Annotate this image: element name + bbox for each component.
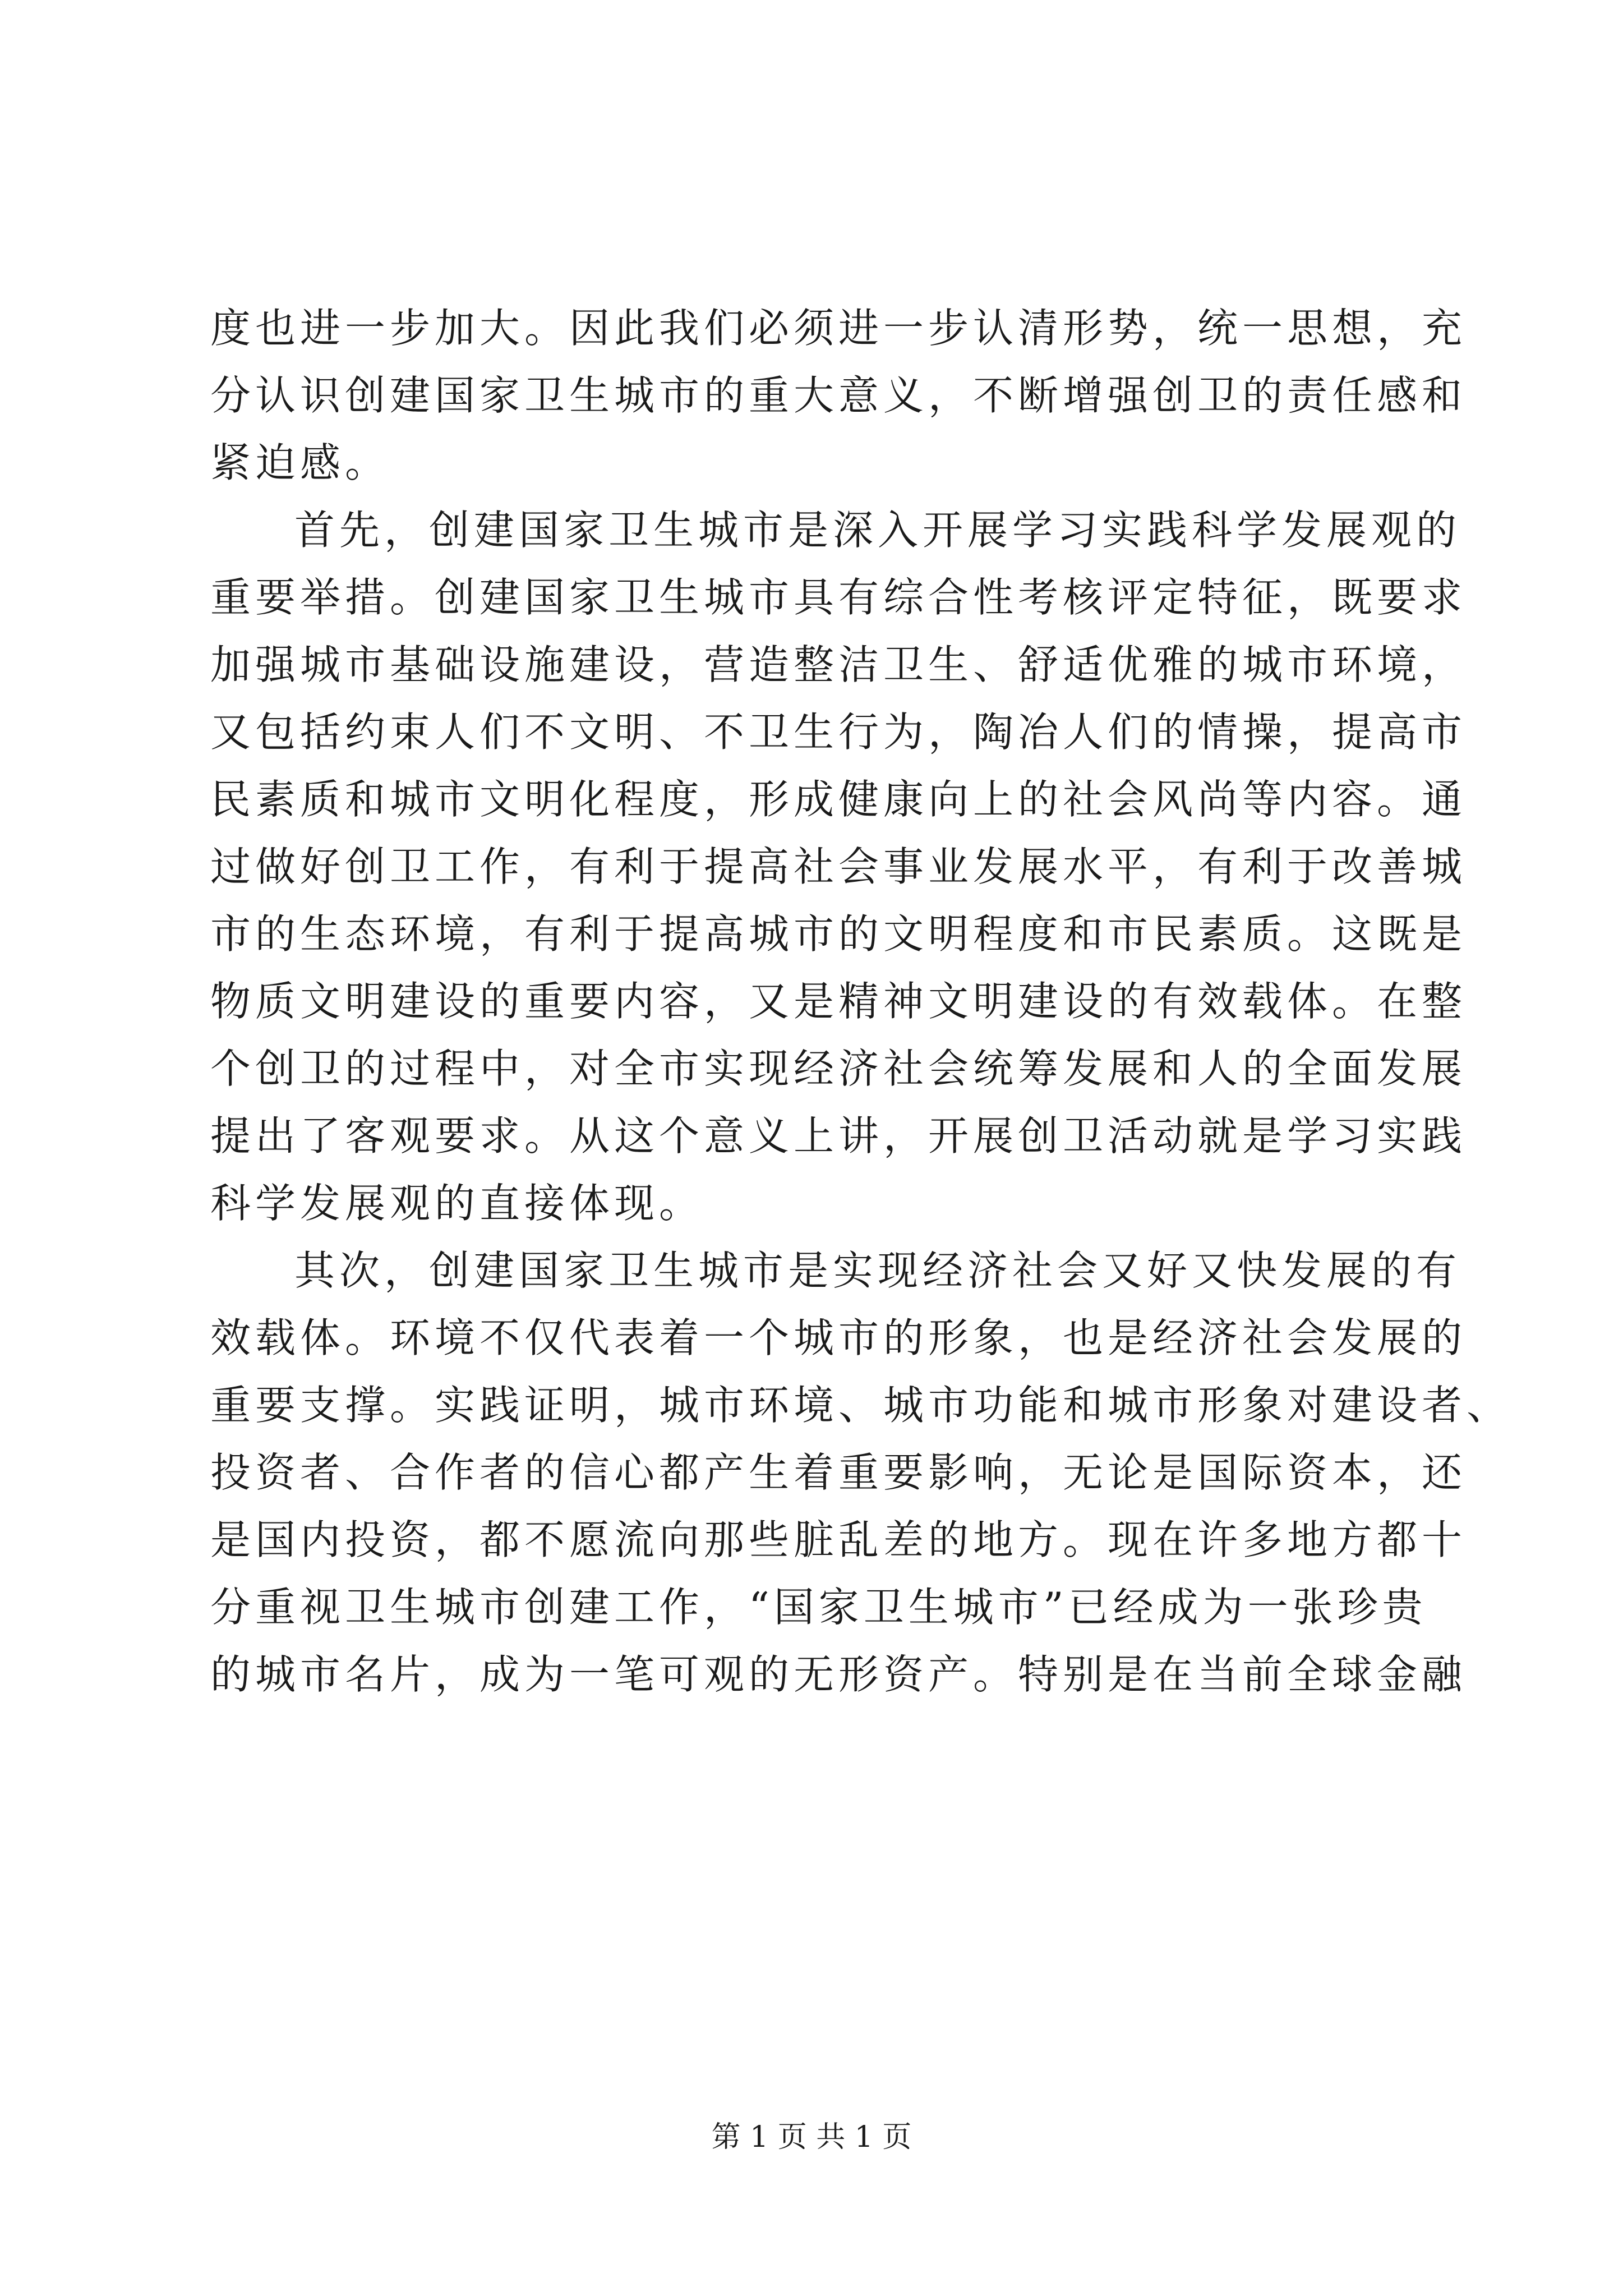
body-text-line: 是国内投资，都不愿流向那些脏乱差的地方。现在许多地方都十 — [210, 1516, 1467, 1563]
body-text-line: 紧迫感。 — [210, 439, 390, 486]
body-text-line: 重要支撑。实践证明，城市环境、城市功能和城市形象对建设者、 — [210, 1382, 1512, 1429]
body-text-line: 科学发展观的直接体现。 — [210, 1180, 704, 1227]
body-text-line: 分重视卫生城市创建工作，“国家卫生城市”已经成为一张珍贵 — [210, 1584, 1427, 1631]
body-text-line: 民素质和城市文明化程度，形成健康向上的社会风尚等内容。通 — [210, 776, 1467, 823]
body-text-line: 投资者、合作者的信心都产生着重要影响，无论是国际资本，还 — [210, 1449, 1467, 1496]
body-text-line: 个创卫的过程中，对全市实现经济社会统筹发展和人的全面发展 — [210, 1045, 1467, 1092]
body-text-line: 又包括约束人们不文明、不卫生行为，陶冶人们的情操，提高市 — [210, 708, 1467, 756]
page-footer: 第 1 页 共 1 页 — [711, 2120, 912, 2154]
body-text-line: 度也进一步加大。因此我们必须进一步认清形势，统一思想，充 — [210, 305, 1467, 352]
body-text-line: 重要举措。创建国家卫生城市具有综合性考核评定特征，既要求 — [210, 574, 1467, 621]
body-text-line: 的城市名片，成为一笔可观的无形资产。特别是在当前全球金融 — [210, 1651, 1467, 1698]
body-text-line: 首先，创建国家卫生城市是深入开展学习实践科学发展观的 — [294, 507, 1461, 554]
body-text-line: 加强城市基础设施建设，营造整洁卫生、舒适优雅的城市环境， — [210, 641, 1467, 688]
body-text-line: 其次，创建国家卫生城市是实现经济社会又好又快发展的有 — [294, 1247, 1461, 1294]
body-text-line: 市的生态环境，有利于提高城市的文明程度和市民素质。这既是 — [210, 910, 1467, 958]
body-text-line: 分认识创建国家卫生城市的重大意义，不断增强创卫的责任感和 — [210, 372, 1467, 419]
body-text-line: 过做好创卫工作，有利于提高社会事业发展水平，有利于改善城 — [210, 843, 1467, 890]
body-text-line: 效载体。环境不仅代表着一个城市的形象，也是经济社会发展的 — [210, 1314, 1467, 1361]
body-text-line: 物质文明建设的重要内容，又是精神文明建设的有效载体。在整 — [210, 978, 1467, 1025]
body-text-line: 提出了客观要求。从这个意义上讲，开展创卫活动就是学习实践 — [210, 1112, 1467, 1159]
document-body — [210, 295, 1512, 1708]
